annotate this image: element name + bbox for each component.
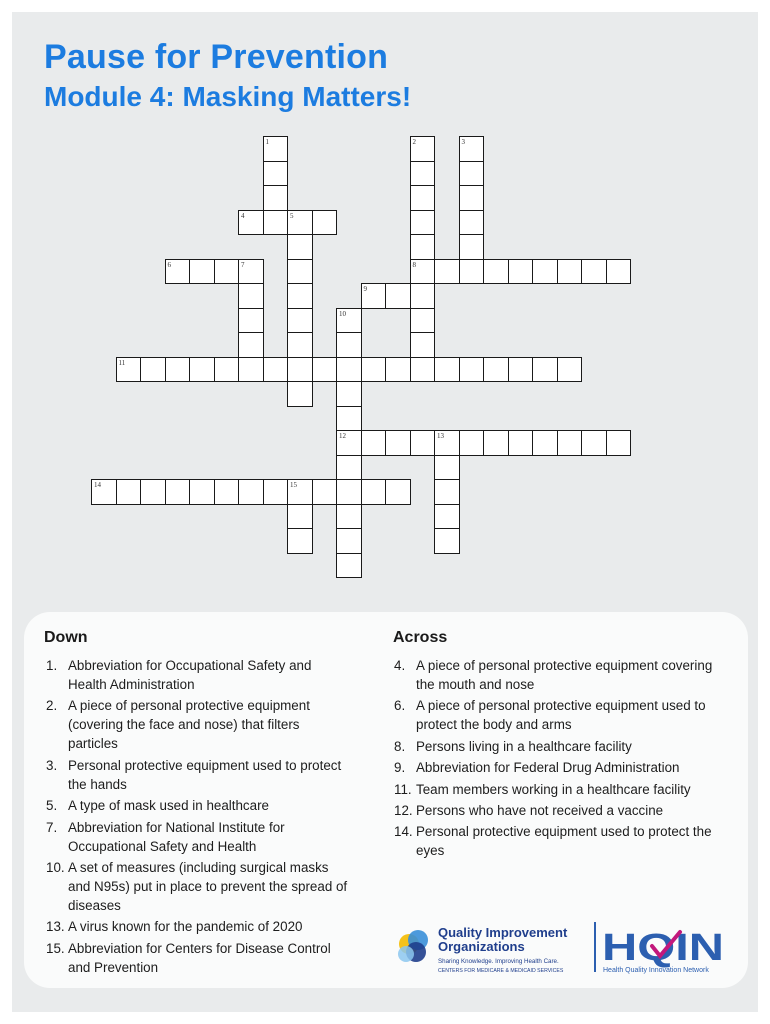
clue-number: 13. bbox=[46, 919, 65, 935]
crossword-cell[interactable] bbox=[434, 259, 460, 285]
across-heading: Across bbox=[393, 629, 448, 646]
cell-number: 12 bbox=[339, 432, 346, 440]
crossword-cell[interactable] bbox=[238, 308, 264, 334]
crossword-cell[interactable] bbox=[532, 430, 558, 456]
crossword-cell[interactable] bbox=[312, 210, 338, 236]
clue-number: 7. bbox=[46, 819, 58, 835]
qio-logo bbox=[392, 922, 592, 976]
across-clue bbox=[394, 656, 734, 694]
hqin-logo bbox=[600, 922, 730, 976]
crossword-cell[interactable] bbox=[606, 430, 632, 456]
clue-text: A piece of personal protective equipment used to protect the body and arms bbox=[416, 698, 706, 733]
clue-text: A piece of personal protective equipment (covering the face and nose) that filters particles bbox=[68, 698, 310, 752]
clue-number: 2. bbox=[46, 698, 58, 714]
cell-number: 15 bbox=[290, 481, 297, 489]
crossword-cell[interactable] bbox=[336, 479, 362, 505]
qio-logo-lightblue-circle bbox=[398, 946, 414, 962]
across-clue bbox=[394, 737, 734, 756]
hqin-logo-mark: HQIN bbox=[602, 927, 724, 969]
crossword-cell[interactable] bbox=[238, 332, 264, 358]
cell-number: 6 bbox=[167, 260, 171, 269]
crossword-cell[interactable] bbox=[410, 234, 436, 260]
crossword-cell[interactable] bbox=[189, 357, 215, 383]
cell-number: 13 bbox=[437, 432, 444, 440]
crossword-cell[interactable] bbox=[410, 161, 436, 187]
down-clue-list bbox=[46, 656, 351, 979]
clue-number: 6. bbox=[394, 698, 406, 714]
clue-text: Personal protective equipment used to protect the hands bbox=[68, 757, 342, 792]
crossword-cell[interactable] bbox=[361, 479, 387, 505]
crossword-cell[interactable] bbox=[434, 528, 460, 554]
clue-number: 1. bbox=[46, 658, 58, 673]
clue-number: 15. bbox=[46, 940, 65, 956]
cell-number: 14 bbox=[94, 481, 101, 489]
crossword-cell[interactable] bbox=[557, 259, 583, 285]
crossword-cell[interactable] bbox=[312, 479, 338, 505]
crossword-cell[interactable] bbox=[287, 234, 313, 260]
crossword-cell[interactable] bbox=[238, 357, 264, 383]
across-clue bbox=[394, 822, 734, 860]
cell-number: 3 bbox=[461, 138, 465, 146]
crossword-cell[interactable] bbox=[410, 283, 436, 309]
down-heading: Down bbox=[44, 629, 88, 646]
clue-number: 4. bbox=[394, 658, 406, 673]
crossword-cell[interactable] bbox=[410, 308, 436, 334]
crossword-cell[interactable] bbox=[336, 357, 362, 383]
crossword-cell[interactable] bbox=[459, 234, 485, 260]
clue-text: Team members working in a healthcare facility bbox=[416, 781, 691, 797]
across-clue bbox=[394, 758, 734, 777]
crossword-cell[interactable] bbox=[581, 259, 607, 285]
crossword-cell[interactable] bbox=[287, 357, 313, 383]
crossword-cell[interactable] bbox=[410, 185, 436, 211]
clue-text: Abbreviation for Federal Drug Administration bbox=[416, 760, 680, 776]
cell-number: 7 bbox=[241, 260, 245, 269]
crossword-cell[interactable] bbox=[214, 357, 240, 383]
crossword-cell[interactable] bbox=[287, 283, 313, 309]
clue-text: A set of measures (including surgical masks and N95s) put in place to prevent the spread of diseases bbox=[68, 859, 348, 913]
crossword-cell[interactable] bbox=[508, 357, 534, 383]
crossword-cell[interactable] bbox=[410, 210, 436, 236]
crossword-cell[interactable] bbox=[508, 259, 534, 285]
crossword-cell[interactable] bbox=[140, 479, 166, 505]
clue-text: Abbreviation for Centers for Disease Control and Prevention bbox=[68, 940, 331, 975]
crossword-cell[interactable] bbox=[336, 332, 362, 358]
crossword-cell[interactable] bbox=[336, 381, 362, 407]
crossword-cell[interactable] bbox=[287, 308, 313, 334]
across-clue bbox=[394, 801, 734, 820]
clue-number: 14. bbox=[394, 824, 413, 840]
crossword-cell[interactable] bbox=[557, 430, 583, 456]
clue-text: A virus known for the pandemic of 2020 bbox=[68, 919, 303, 935]
crossword-cell[interactable] bbox=[263, 357, 289, 383]
cell-number: 9 bbox=[363, 285, 367, 293]
crossword-cell[interactable] bbox=[508, 430, 534, 456]
crossword-cell[interactable] bbox=[385, 357, 411, 383]
down-clue bbox=[46, 818, 351, 856]
crossword-cell[interactable] bbox=[361, 357, 387, 383]
clue-text: Persons living in a healthcare facility bbox=[416, 738, 632, 754]
cell-number: 4 bbox=[241, 211, 245, 220]
clue-number: 10. bbox=[46, 859, 65, 875]
clue-text: Abbreviation for Occupational Safety and Health Administration bbox=[68, 658, 312, 692]
qio-logo-cms: CENTERS FOR MEDICARE & MEDICAID SERVICES bbox=[438, 968, 564, 974]
qio-logo-line1: Quality Improvement bbox=[438, 925, 568, 940]
down-clue bbox=[46, 696, 351, 753]
crossword-cell[interactable] bbox=[165, 357, 191, 383]
crossword-cell[interactable] bbox=[287, 259, 313, 285]
crossword-cell[interactable] bbox=[238, 283, 264, 309]
cell-number: 1 bbox=[265, 138, 269, 146]
crossword-cell[interactable] bbox=[557, 357, 583, 383]
crossword-cell[interactable] bbox=[410, 430, 436, 456]
page-subtitle: Module 4: Masking Matters! bbox=[44, 81, 412, 112]
crossword-cell[interactable] bbox=[459, 210, 485, 236]
crossword-cell[interactable] bbox=[336, 406, 362, 432]
hqin-logo-name: Health Quality Innovation Network bbox=[603, 967, 709, 974]
down-clue bbox=[46, 939, 351, 977]
crossword-cell[interactable] bbox=[336, 455, 362, 481]
clue-number: 9. bbox=[394, 760, 406, 776]
crossword-cell[interactable] bbox=[434, 357, 460, 383]
crossword-cell[interactable] bbox=[606, 259, 632, 285]
across-clue bbox=[394, 696, 734, 734]
crossword-cell[interactable] bbox=[287, 504, 313, 530]
crossword-cell[interactable] bbox=[385, 430, 411, 456]
crossword-cell[interactable] bbox=[287, 528, 313, 554]
crossword-cell[interactable] bbox=[336, 528, 362, 554]
clue-number: 11. bbox=[394, 781, 412, 797]
crossword-cell[interactable] bbox=[312, 357, 338, 383]
crossword-cell[interactable] bbox=[263, 161, 289, 187]
crossword-cell[interactable] bbox=[483, 259, 509, 285]
crossword-cell[interactable] bbox=[459, 430, 485, 456]
down-clue bbox=[46, 796, 351, 815]
clue-number: 8. bbox=[394, 738, 406, 754]
crossword-cell[interactable] bbox=[385, 479, 411, 505]
crossword-cell[interactable] bbox=[434, 504, 460, 530]
down-clue bbox=[46, 656, 351, 694]
cell-number: 2 bbox=[412, 138, 416, 146]
crossword-cell[interactable] bbox=[263, 185, 289, 211]
crossword-cell[interactable] bbox=[165, 479, 191, 505]
clue-text: A piece of personal protective equipment covering the mouth and nose bbox=[416, 658, 713, 692]
crossword-cell[interactable] bbox=[189, 259, 215, 285]
clue-text: Persons who have not received a vaccine bbox=[416, 802, 664, 818]
crossword-cell[interactable] bbox=[459, 185, 485, 211]
crossword-cell[interactable] bbox=[361, 430, 387, 456]
crossword-cell[interactable] bbox=[287, 381, 313, 407]
crossword-cell[interactable] bbox=[434, 479, 460, 505]
crossword-cell[interactable] bbox=[214, 479, 240, 505]
crossword-cell[interactable] bbox=[287, 332, 313, 358]
crossword-cell[interactable] bbox=[263, 210, 289, 236]
crossword-cell[interactable] bbox=[189, 479, 215, 505]
clue-text: Personal protective equipment used to protect the eyes bbox=[416, 824, 712, 859]
crossword-cell[interactable] bbox=[532, 259, 558, 285]
clue-number: 12. bbox=[394, 802, 413, 818]
crossword-cell[interactable] bbox=[336, 504, 362, 530]
down-clue bbox=[46, 917, 351, 936]
crossword-cell[interactable] bbox=[434, 455, 460, 481]
clue-number: 5. bbox=[46, 798, 58, 814]
cell-number: 8 bbox=[412, 260, 416, 269]
crossword-cell[interactable] bbox=[483, 357, 509, 383]
crossword-cell[interactable] bbox=[410, 332, 436, 358]
logo-divider bbox=[594, 922, 596, 972]
across-clue bbox=[394, 780, 734, 799]
crossword-cell[interactable] bbox=[238, 479, 264, 505]
crossword-cell[interactable] bbox=[140, 357, 166, 383]
down-clue bbox=[46, 858, 351, 915]
qio-logo-line2: Organizations bbox=[438, 939, 525, 954]
crossword-cell[interactable] bbox=[459, 357, 485, 383]
crossword-cell[interactable] bbox=[214, 259, 240, 285]
across-clue-list bbox=[394, 656, 734, 863]
crossword-cell[interactable] bbox=[483, 430, 509, 456]
clue-text: Abbreviation for National Institute for Occupational Safety and Health bbox=[68, 819, 285, 854]
cell-number: 11 bbox=[118, 358, 126, 367]
clue-text: A type of mask used in healthcare bbox=[68, 798, 269, 814]
crossword-cell[interactable] bbox=[581, 430, 607, 456]
crossword-cell[interactable] bbox=[263, 479, 289, 505]
crossword-cell[interactable] bbox=[410, 357, 436, 383]
page-title: Pause for Prevention bbox=[44, 38, 389, 76]
crossword-cell[interactable] bbox=[385, 283, 411, 309]
crossword-cell[interactable] bbox=[459, 161, 485, 187]
crossword-cell[interactable] bbox=[116, 479, 142, 505]
down-clue bbox=[46, 756, 351, 794]
qio-logo-tagline: Sharing Knowledge. Improving Health Care. bbox=[438, 958, 559, 965]
cell-number: 10 bbox=[339, 309, 346, 318]
crossword-cell[interactable] bbox=[459, 259, 485, 285]
crossword-cell[interactable] bbox=[532, 357, 558, 383]
cell-number: 5 bbox=[290, 211, 294, 220]
crossword-cell[interactable] bbox=[336, 553, 362, 579]
clue-number: 3. bbox=[46, 757, 58, 773]
